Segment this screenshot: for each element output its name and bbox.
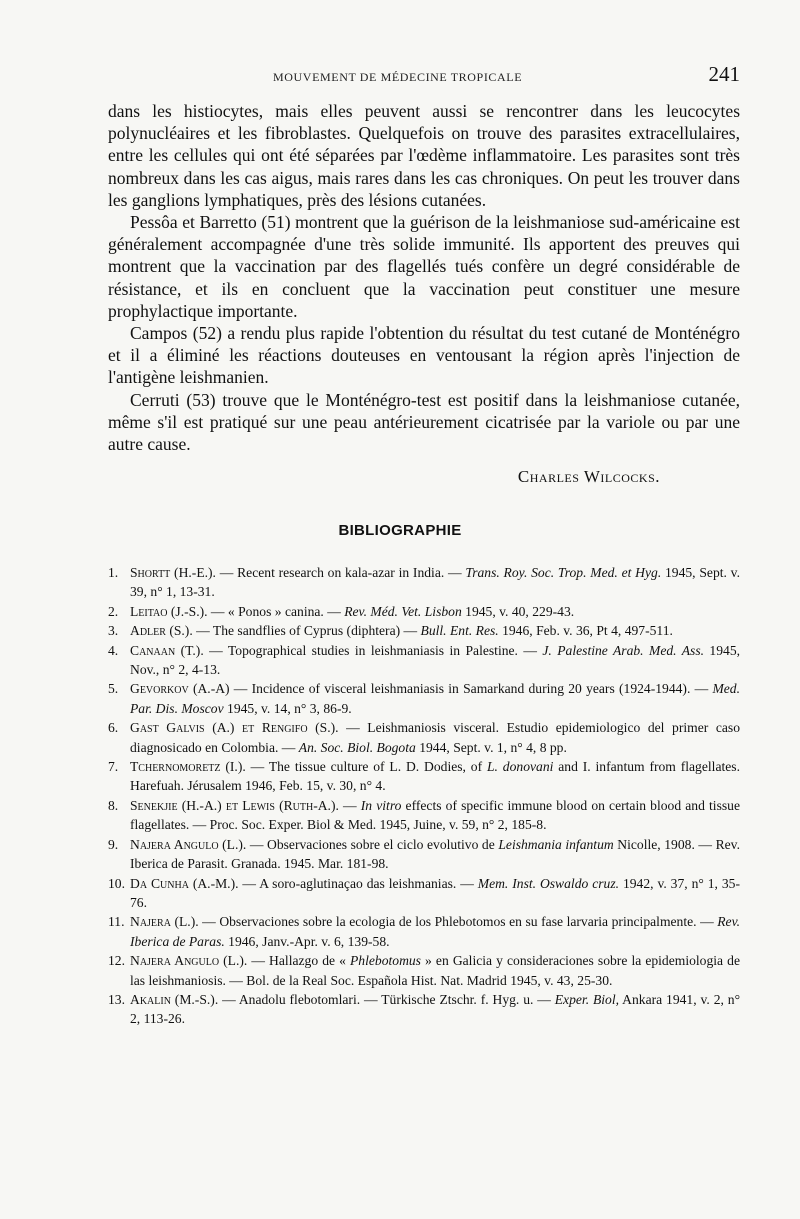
reference-author: Leitao (J.-S.). — [130, 603, 208, 619]
paragraph: dans les histiocytes, mais elles peuvent aussi se rencontrer dans les leucocytes polynucléaires et les fibroblastes. Quelquefois on trouve des parasites extracellulaires, entre les cellules qui ont été séparées par l'œdème inflammatoire. Les parasites sont très nombreux dans les cas aigus, mais rares dans les cas chroniques. On peut les trouver dans les ganglions lymphatiques, près des lésions cutanées. — [108, 101, 740, 210]
reference-text: — Observaciones sobre el ciclo evolutivo de — [246, 836, 499, 852]
reference-journal: Rev. Iberica de Paras. — [130, 914, 740, 949]
reference-details: and I. infantum from flagellates. Harefuah. Jérusalem 1946, Feb. 15, v. 30, n° 4. — [130, 759, 740, 794]
reference-text: — — [338, 797, 361, 813]
reference-details: » en Galicia y consideraciones sobre la epidemiologia de las leishmaniosis. — Bol. de la Real Soc. Española Hist. Nat. Madrid 1945, v. 43, 25-30. — [130, 953, 740, 988]
reference-number: 12. — [108, 953, 125, 969]
reference-number: 1. — [108, 565, 119, 580]
reference-journal: In vitro — [360, 797, 402, 813]
reference-item — [108, 951, 740, 990]
reference-text: — Topographical studies in leishmaniasis in Palestine. — — [203, 642, 543, 658]
reference-details: Nicolle, 1908. — Rev. Iberica de Parasit. Granada. 1945. Mar. 181-98. — [130, 836, 740, 872]
reference-details: Ankara 1941, v. 2, n° 2, 113-26. — [130, 991, 741, 1027]
reference-list — [108, 563, 740, 1029]
reference-item — [108, 621, 740, 640]
reference-author: Canaan (T.). — [130, 642, 204, 658]
reference-journal: An. Soc. Biol. Bogota — [298, 739, 416, 755]
reference-author: Gevorkov (A.-A) — [130, 681, 230, 697]
reference-number: 7. — [108, 759, 119, 775]
reference-details: 1945, Nov., n° 2, 4-13. — [130, 642, 741, 678]
paragraph: Pessôa et Barretto (51) montrent que la guérison de la leishmaniose sud-américaine est généralement accompagnée d'une très solide immunité. Ils apportent des preuves qui montrent que la vaccination par des flagellés tués confère un degré considérable de résistance, et ils en concluent que la vaccination peut constituer une mesure prophylactique importante. — [108, 212, 740, 321]
reference-author: Najera Angulo (L.). — [130, 836, 247, 852]
reference-author: Gast Galvis (A.) et Rengifo (S.). — [130, 720, 339, 736]
page-number: 241 — [708, 62, 740, 86]
reference-number: 2. — [108, 603, 119, 619]
reference-item — [108, 718, 740, 757]
reference-number: 10. — [108, 875, 125, 891]
reference-details: 1945, Sept. v. 39, n° 1, 13-31. — [130, 565, 740, 600]
reference-item — [108, 990, 740, 1029]
reference-item — [108, 912, 740, 951]
author-signature: Charles Wilcocks. — [517, 467, 660, 486]
running-head: MOUVEMENT DE MÉDECINE TROPICALE — [273, 70, 523, 84]
reference-item — [108, 679, 740, 718]
reference-author: Adler (S.). — [130, 623, 193, 639]
reference-item — [108, 757, 740, 796]
reference-details: 1946, Feb. v. 36, Pt 4, 497-511. — [498, 623, 673, 639]
reference-author: Akalin (M.-S.). — [130, 991, 219, 1007]
reference-item — [108, 641, 740, 680]
reference-author: Shortt (H.-E.). — [130, 565, 216, 580]
reference-details: 1946, Janv.-Apr. v. 6, 139-58. — [224, 933, 390, 949]
reference-journal: Phlebotomus — [349, 953, 421, 969]
reference-journal: Med. Par. Dis. Moscov — [130, 681, 740, 716]
reference-number: 3. — [108, 623, 119, 639]
bibliography-heading: BIBLIOGRAPHIE — [338, 522, 462, 539]
reference-item — [108, 796, 740, 835]
paragraph: Cerruti (53) trouve que le Monténégro-test est positif dans la leishmaniose cutanée, même s'il est pratiqué sur une peau antérieurement cicatrisée par la variole ou par une autre cause. — [108, 389, 740, 455]
reference-journal: Bull. Ent. Res. — [420, 623, 499, 639]
reference-author: Tchernomoretz (I.). — [130, 759, 246, 775]
reference-journal: Rev. Méd. Vet. Lisbon — [344, 603, 462, 619]
reference-number: 11. — [108, 914, 125, 930]
reference-text: — Leishmaniosis visceral. Estudio epidemiologico del primer caso diagnosicado en Colombia. — — [130, 720, 740, 755]
reference-number: 9. — [108, 836, 119, 852]
reference-details: 1945, v. 14, n° 3, 86-9. — [223, 700, 352, 716]
reference-text: — Incidence of visceral leishmaniasis in Samarkand during 20 years (1924-1944). — — [229, 681, 713, 697]
reference-text: — Observaciones sobre la ecologia de los Phlebotomos en su fase larvaria principalmente. — — [198, 914, 718, 930]
reference-text: — A soro-aglutinaçao das leishmanias. — — [238, 875, 478, 891]
reference-number: 5. — [108, 681, 119, 697]
reference-item — [108, 602, 740, 621]
reference-number: 13. — [108, 991, 125, 1007]
reference-details: 1944, Sept. v. 1, n° 4, 8 pp. — [415, 739, 567, 755]
reference-number: 6. — [108, 720, 119, 736]
paragraph: Campos (52) a rendu plus rapide l'obtention du résultat du test cutané de Monténégro et il a éliminé les réactions douteuses en ventousant la région après l'injection de l'antigène leishmanien. — [108, 323, 740, 388]
reference-author: Najera (L.). — [130, 914, 199, 930]
reference-details: 1942, v. 37, n° 1, 35-76. — [130, 875, 740, 910]
reference-journal: Exper. Biol, — [554, 991, 620, 1007]
reference-text: — « Ponos » canina. — — [207, 603, 345, 619]
reference-details: 1945, v. 40, 229-43. — [461, 603, 575, 619]
reference-author: Senekjie (H.-A.) et Lewis (Ruth-A.). — [130, 797, 339, 813]
reference-journal: Mem. Inst. Oswaldo cruz. — [477, 875, 620, 891]
body-text — [108, 100, 740, 455]
reference-text: — The tissue culture of L. D. Dodies, of — [245, 759, 487, 775]
reference-item — [108, 563, 740, 602]
reference-journal: Leishmania infantum — [498, 836, 614, 852]
reference-author: Da Cunha (A.-M.). — [130, 875, 239, 891]
reference-journal: J. Palestine Arab. Med. Ass. — [542, 642, 705, 658]
reference-item — [108, 874, 740, 913]
reference-text: — Recent research on kala-azar in India. — — [215, 565, 466, 580]
reference-text: — Anadolu flebotomlari. — Türkische Ztschr. f. Hyg. u. — — [218, 991, 555, 1007]
reference-number: 4. — [108, 642, 119, 658]
reference-journal: L. donovani — [486, 759, 554, 775]
page-header — [108, 62, 740, 88]
reference-text: — The sandflies of Cyprus (diphtera) — — [192, 623, 421, 639]
reference-item — [108, 835, 740, 874]
reference-details: effects of specific immune blood on certain blood and tissue flagellates. — Proc. Soc. Exper. Biol & Med. 1945, Juine, v. 59, n° 2, 185-8. — [130, 797, 740, 833]
reference-author: Najera Angulo (L.). — [130, 953, 248, 969]
reference-number: 8. — [108, 797, 119, 813]
reference-journal: Trans. Roy. Soc. Trop. Med. et Hyg. — [465, 565, 662, 580]
reference-text: — Hallazgo de « — [247, 953, 350, 969]
